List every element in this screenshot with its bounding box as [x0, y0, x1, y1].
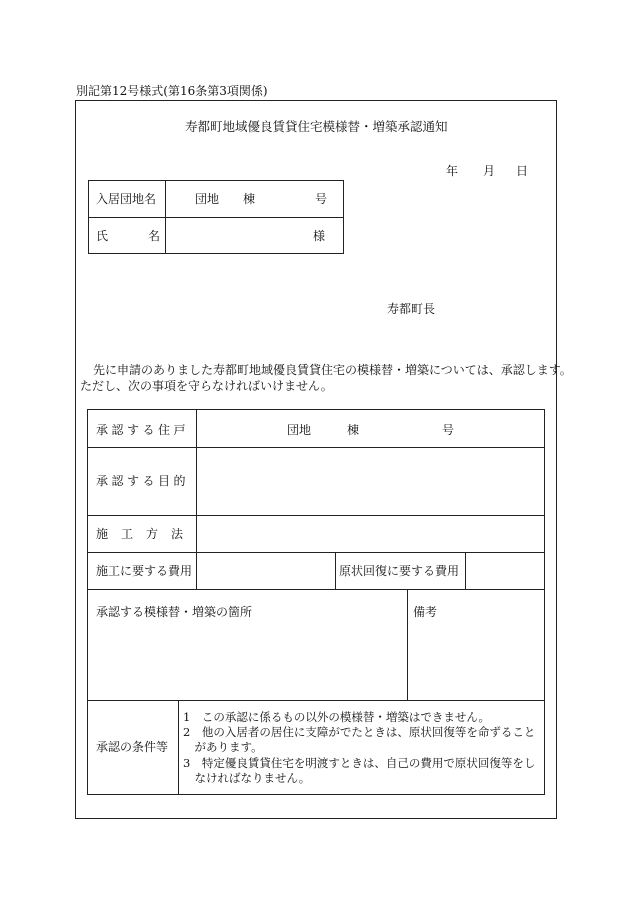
row-divider-4 — [87, 589, 545, 590]
name-label-2: 名 — [148, 229, 161, 243]
row-divider-2 — [87, 515, 545, 516]
date-year: 年 — [446, 164, 459, 178]
conditions-label: 承認の条件等 — [96, 740, 169, 754]
document-title: 寿都町地域優良賃貸住宅模様替・増築承認通知 — [185, 119, 448, 134]
method-label: 施工方法 — [96, 527, 197, 541]
danchi-label: 入居団地名 — [96, 192, 157, 206]
gou-text: 号 — [315, 192, 328, 206]
row-divider-5 — [87, 700, 545, 701]
condition-1: 1 この承認に係るもの以外の模様替・増築はできません。 — [183, 710, 491, 724]
recipient-row-divider — [88, 217, 344, 218]
unit-label: 承認する住戸 — [96, 423, 190, 437]
form-reference: 別記第12号様式(第16条第3項関係) — [76, 84, 268, 98]
unit-danchi: 団地 — [287, 423, 312, 437]
issuer: 寿都町長 — [387, 302, 436, 316]
body-line-2: ただし、次の事項を守らなければいけません。 — [80, 379, 333, 393]
date-day: 日 — [516, 164, 529, 178]
date-month: 月 — [483, 164, 496, 178]
col-divider-remarks — [407, 589, 408, 700]
purpose-label: 承認する目的 — [96, 474, 190, 488]
remarks-label: 備考 — [413, 605, 438, 619]
col-divider-cost — [335, 552, 336, 589]
danchi-text: 団地 — [195, 192, 220, 206]
row-divider-1 — [87, 447, 545, 448]
body-line-1: 先に申請のありました寿都町地域優良賃貸住宅の模様替・増築については、承認します。 — [93, 363, 572, 377]
recipient-col-divider — [165, 180, 166, 254]
name-label-1: 氏 — [96, 229, 109, 243]
col-divider-restore — [465, 552, 466, 589]
cost-label: 施工に要する費用 — [96, 564, 193, 578]
condition-2-line-2: があります。 — [183, 740, 263, 754]
unit-gou: 号 — [442, 423, 455, 437]
unit-tou: 棟 — [347, 423, 360, 437]
col-divider-label — [196, 409, 197, 589]
tou-text: 棟 — [243, 192, 256, 206]
condition-3-line-2: なければなりません。 — [183, 771, 311, 785]
col-divider-conditions — [178, 700, 179, 795]
area-label: 承認する模様替・増築の箇所 — [96, 605, 253, 619]
restore-label: 原状回復に要する費用 — [339, 564, 460, 578]
row-divider-3 — [87, 552, 545, 553]
condition-2-line-1: 2 他の入居者の居住に支障がでたときは、原状回復等を命ずること — [183, 725, 536, 739]
condition-3-line-1: 3 特定優良賃貸住宅を明渡すときは、自己の費用で原状回復等をし — [183, 756, 536, 770]
sama-text: 様 — [313, 229, 326, 243]
